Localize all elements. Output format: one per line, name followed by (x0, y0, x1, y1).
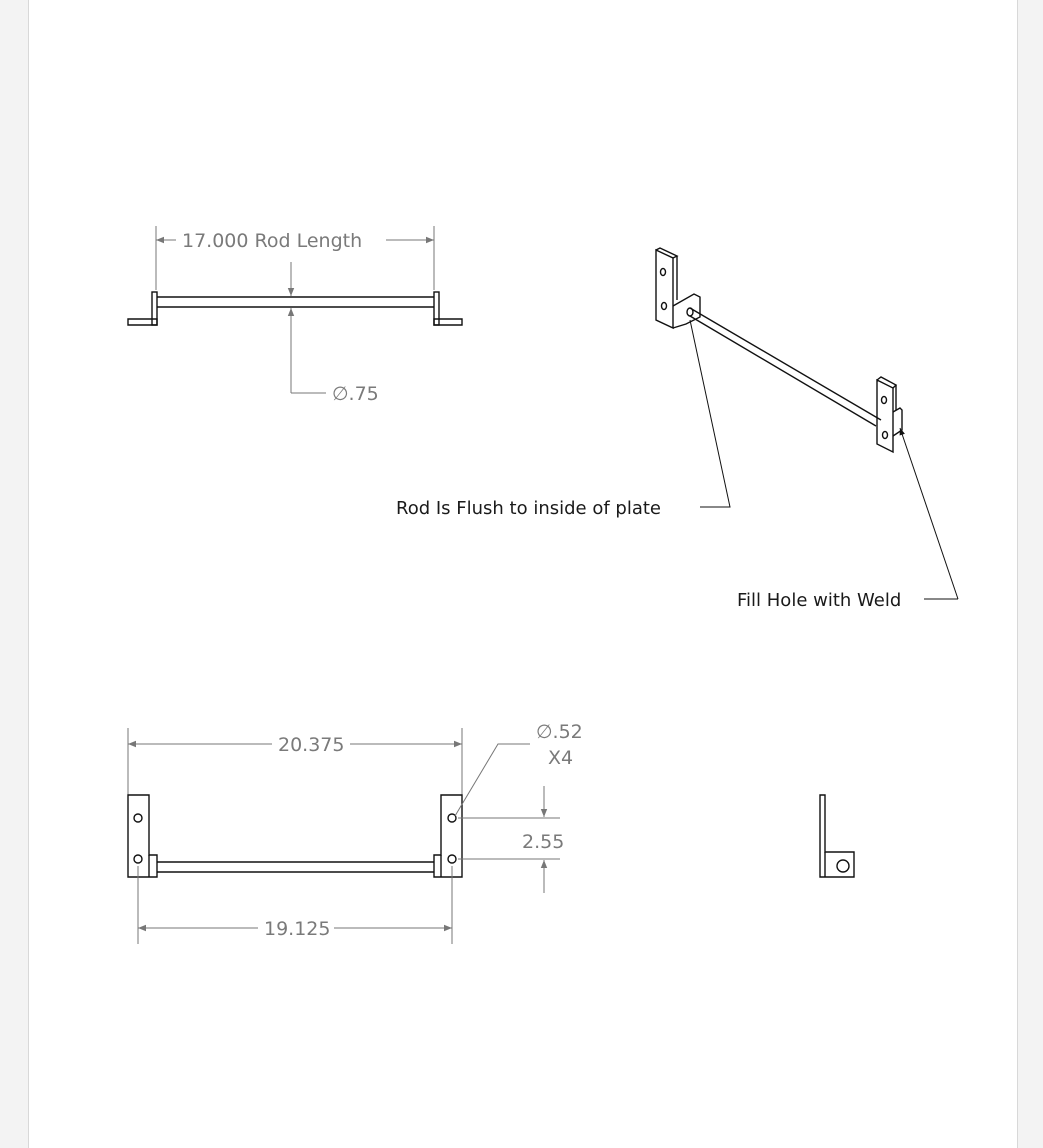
iso-right-plate (877, 380, 893, 452)
front-view (128, 721, 583, 944)
mounting-hole (134, 855, 142, 863)
rod-length-dimension: 17.000 Rod Length (182, 230, 363, 252)
iso-hole (883, 432, 888, 439)
front-right-bracket (434, 795, 462, 877)
iso-right-plate-edge (877, 377, 896, 388)
note-rod-flush: Rod Is Flush to inside of plate (396, 498, 661, 519)
iso-hole (662, 303, 667, 310)
side-view (820, 795, 854, 877)
leader-rod-flush (690, 320, 730, 507)
iso-rod-top (690, 308, 881, 420)
right-plate (434, 292, 439, 325)
iso-right-foot (893, 408, 902, 436)
left-plate (152, 292, 157, 325)
iso-hole (661, 269, 666, 276)
front-left-bracket (128, 795, 157, 877)
hole-diameter-dimension: ∅.52 (536, 721, 583, 743)
mounting-hole (448, 814, 456, 822)
iso-rod-bottom (690, 316, 876, 426)
hole-callout-leader (455, 744, 530, 816)
right-plate-flange (434, 319, 462, 325)
leader-fill-weld (900, 428, 958, 599)
iso-left-plate (656, 250, 673, 328)
iso-hole (882, 397, 887, 404)
hole-center-width-dimension: 19.125 (264, 918, 331, 940)
side-hole (837, 860, 849, 872)
rod-diameter-dimension: ∅.75 (332, 383, 379, 405)
mounting-hole (134, 814, 142, 822)
note-fill-weld: Fill Hole with Weld (737, 590, 902, 611)
overall-width-dimension: 20.375 (278, 734, 345, 756)
iso-left-plate-edge (656, 248, 677, 258)
hole-count-label: X4 (548, 747, 574, 769)
top-view (128, 226, 462, 405)
mounting-hole (448, 855, 456, 863)
isometric-view (396, 248, 958, 611)
hole-spacing-dimension: 2.55 (522, 831, 565, 853)
